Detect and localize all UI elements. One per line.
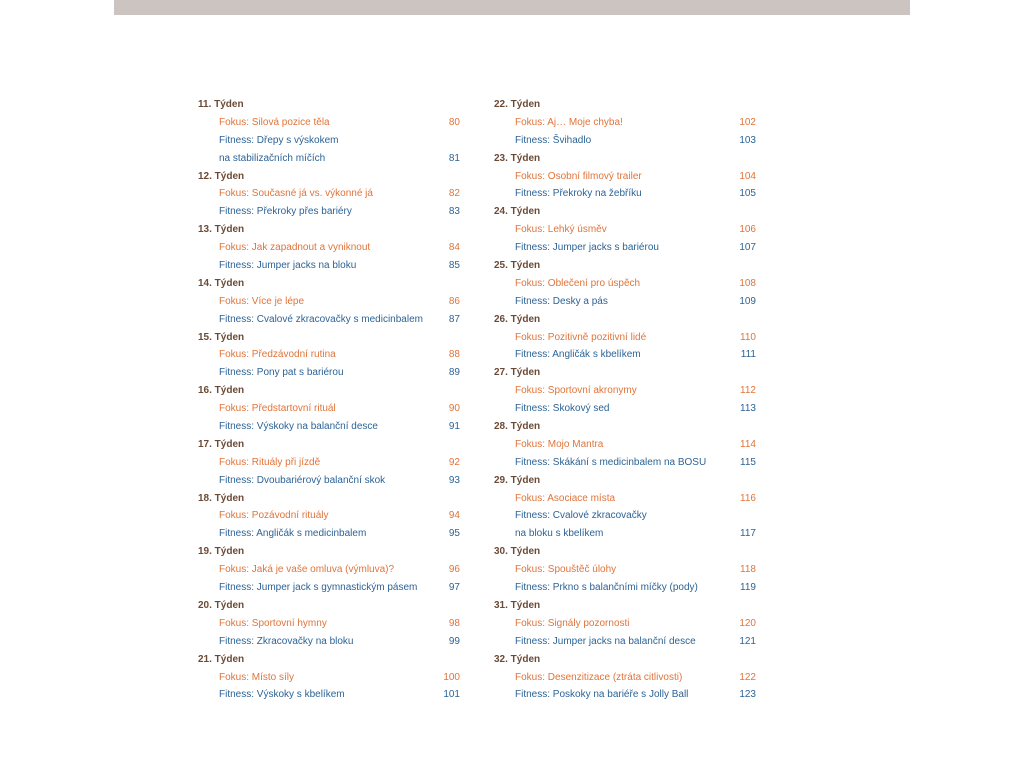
toc-week — [198, 436, 460, 490]
entry-title: Fitness: Poskoky na bariéře s Jolly Ball — [515, 689, 689, 701]
page-number: 105 — [739, 188, 756, 200]
entry-title: Fitness: Překroky na žebříku — [515, 188, 642, 200]
toc-entry-fitness[interactable] — [198, 203, 460, 221]
toc-week — [494, 543, 756, 597]
page-number: 112 — [740, 385, 756, 397]
toc-week — [494, 418, 756, 472]
toc-entry-fitness[interactable] — [494, 507, 756, 525]
page-number: 122 — [739, 671, 756, 683]
toc-entry-fitness[interactable] — [198, 257, 460, 275]
toc-entry-fokus[interactable] — [494, 221, 756, 239]
week-heading: 29. Týden — [494, 474, 541, 486]
week-heading: 24. Týden — [494, 206, 541, 218]
toc-entry-fitness[interactable] — [494, 686, 756, 704]
page-number: 89 — [448, 367, 460, 379]
toc-entry-fitness[interactable] — [494, 346, 756, 364]
toc-column-left — [198, 96, 460, 704]
toc-entry-fokus[interactable] — [198, 507, 460, 525]
page-number: 95 — [448, 528, 460, 540]
entry-title: Fokus: Rituály při jízdě — [219, 456, 321, 468]
toc-entry-fokus[interactable] — [494, 615, 756, 633]
entry-title: Fokus: Jak zapadnout a vyniknout — [219, 242, 371, 254]
toc-week — [198, 168, 460, 222]
page-number: 116 — [740, 492, 756, 504]
week-heading: 20. Týden — [198, 599, 245, 611]
week-heading: 27. Týden — [494, 367, 541, 379]
week-heading: 13. Týden — [198, 224, 245, 236]
toc-week — [494, 364, 756, 418]
week-heading: 22. Týden — [494, 99, 541, 110]
week-heading: 31. Týden — [494, 599, 541, 611]
week-heading: 30. Týden — [494, 546, 541, 558]
toc-entry-fokus[interactable] — [198, 454, 460, 472]
toc-entry-fokus[interactable] — [494, 436, 756, 454]
entry-title: Fokus: Předstartovní rituál — [219, 403, 336, 415]
week-heading: 12. Týden — [198, 170, 245, 182]
entry-title: Fokus: Aj… Moje chyba! — [515, 116, 623, 128]
page-number: 121 — [739, 635, 756, 647]
toc-week — [198, 490, 460, 544]
entry-title: Fitness: Jumper jacks na balanční desce — [515, 635, 696, 647]
week-heading: 17. Týden — [198, 438, 245, 450]
entry-title: Fokus: Předzávodní rutina — [219, 349, 336, 361]
entry-title: Fokus: Pozitivně pozitivní lidé — [515, 331, 647, 343]
entry-title: Fokus: Sportovní akronymy — [515, 385, 637, 397]
entry-title: Fokus: Silová pozice těla — [219, 116, 330, 128]
toc-entry-fitness[interactable] — [198, 525, 460, 543]
toc-entry-fokus[interactable] — [494, 382, 756, 400]
toc-entry-fitness[interactable] — [494, 132, 756, 150]
toc-entry-fokus[interactable] — [494, 168, 756, 186]
top-band — [114, 0, 910, 15]
toc-entry-fitness[interactable] — [198, 633, 460, 651]
toc-entry-fokus[interactable] — [198, 615, 460, 633]
page-number: 104 — [739, 170, 756, 182]
entry-title: Fitness: Dřepy s výskokem — [219, 134, 339, 146]
week-heading: 28. Týden — [494, 421, 541, 433]
toc-week — [494, 651, 756, 705]
page-number: 83 — [448, 206, 460, 218]
entry-title: Fitness: Jumper jacks s bariérou — [515, 242, 659, 254]
toc-week — [198, 221, 460, 275]
page-number: 85 — [448, 260, 460, 272]
page-number: 87 — [448, 313, 460, 325]
entry-title: Fitness: Desky a pás — [515, 295, 608, 307]
week-heading: 15. Týden — [198, 331, 245, 343]
toc-entry-fitness[interactable] — [494, 454, 756, 472]
page-number: 108 — [739, 277, 756, 289]
page-number: 118 — [740, 564, 756, 576]
entry-title: Fokus: Pozávodní rituály — [219, 510, 329, 522]
page-number: 82 — [448, 188, 460, 200]
page-number: 120 — [739, 617, 756, 629]
toc-entry-fitness[interactable] — [198, 686, 460, 704]
toc-entry-fokus[interactable] — [494, 669, 756, 687]
week-heading: 14. Týden — [198, 277, 245, 289]
toc-week — [494, 203, 756, 257]
toc-entry-fitness[interactable] — [198, 150, 460, 168]
entry-title: Fokus: Lehký úsměv — [515, 224, 607, 236]
toc-entry-fokus[interactable] — [198, 239, 460, 257]
toc-week — [494, 472, 756, 544]
toc-entry-fitness[interactable] — [494, 185, 756, 203]
toc-entry-fokus[interactable] — [494, 561, 756, 579]
toc-week — [198, 382, 460, 436]
entry-title: Fitness: Angličák s kbelíkem — [515, 349, 641, 361]
page-number: 81 — [448, 152, 460, 164]
toc-entry-fitness[interactable] — [198, 132, 460, 150]
toc-entry-fokus[interactable] — [494, 329, 756, 347]
toc-entry-fitness[interactable] — [494, 400, 756, 418]
toc-entry-fokus[interactable] — [198, 669, 460, 687]
toc-entry-fokus[interactable] — [494, 490, 756, 508]
page-number: 115 — [740, 456, 756, 468]
page-number: 102 — [739, 116, 756, 128]
toc-week — [198, 275, 460, 329]
entry-title: Fitness: Angličák s medicinbalem — [219, 528, 367, 540]
entry-title: Fokus: Osobní filmový trailer — [515, 170, 642, 182]
entry-title: Fitness: Cvalové zkracovačky s medicinbalem — [219, 313, 423, 325]
toc-week — [198, 651, 460, 705]
week-heading: 32. Týden — [494, 653, 541, 665]
entry-title: Fokus: Spouštěč úlohy — [515, 564, 617, 576]
toc-entry-fokus[interactable] — [494, 275, 756, 293]
entry-title: Fitness: Jumper jacks na bloku — [219, 260, 357, 272]
toc-entry-fitness[interactable] — [494, 633, 756, 651]
page-number: 103 — [739, 134, 756, 146]
toc-week — [198, 543, 460, 597]
toc-entry-fitness[interactable] — [198, 364, 460, 382]
page-number: 98 — [448, 617, 460, 629]
entry-title: Fitness: Výskoky s kbelíkem — [219, 689, 345, 701]
page-number: 110 — [740, 331, 756, 343]
entry-title: Fokus: Jaká je vaše omluva (výmluva)? — [219, 564, 395, 576]
entry-title: Fokus: Signály pozornosti — [515, 617, 630, 629]
toc-week — [494, 257, 756, 311]
toc-entry-fokus[interactable] — [494, 114, 756, 132]
toc-entry-fitness[interactable] — [198, 418, 460, 436]
page-number: 111 — [740, 349, 756, 361]
page-number: 96 — [448, 564, 460, 576]
page-number: 91 — [448, 421, 460, 433]
page-number: 92 — [448, 456, 460, 468]
week-heading: 11. Týden — [198, 99, 244, 110]
page-number: 94 — [448, 510, 460, 522]
page-number: 101 — [443, 689, 460, 701]
toc-entry-fokus[interactable] — [198, 293, 460, 311]
entry-title: Fitness: Skokový sed — [515, 403, 610, 415]
toc-entry-fokus[interactable] — [198, 400, 460, 418]
page-number: 117 — [740, 528, 756, 540]
page-number: 113 — [740, 403, 756, 415]
page-number: 93 — [448, 474, 460, 486]
page-number: 107 — [739, 242, 756, 254]
page-number: 109 — [739, 295, 756, 307]
toc-column-right — [494, 96, 756, 704]
toc-entry-fitness[interactable] — [494, 579, 756, 597]
toc-entry-fokus[interactable] — [198, 561, 460, 579]
page-number: 100 — [443, 671, 460, 683]
entry-title: Fokus: Oblečení pro úspěch — [515, 277, 641, 289]
toc-entry-fokus[interactable] — [198, 114, 460, 132]
toc-week — [198, 96, 460, 168]
page-number: 106 — [739, 224, 756, 236]
entry-title: Fokus: Mojo Mantra — [515, 438, 604, 450]
week-heading: 25. Týden — [494, 260, 541, 272]
toc-entry-fitness[interactable] — [198, 472, 460, 490]
entry-title: Fokus: Více je lépe — [219, 295, 305, 307]
toc-entry-fitness[interactable] — [198, 579, 460, 597]
page-number: 99 — [448, 635, 460, 647]
toc-week — [494, 150, 756, 204]
toc-week — [198, 329, 460, 383]
page-number: 90 — [448, 403, 460, 415]
entry-title: na bloku s kbelíkem — [515, 528, 604, 540]
entry-title: Fitness: Pony pat s bariérou — [219, 367, 344, 379]
entry-title: Fitness: Jumper jack s gymnastickým pásem — [219, 582, 418, 594]
toc-week — [198, 597, 460, 651]
toc-week — [494, 597, 756, 651]
entry-title: Fokus: Sportovní hymny — [219, 617, 327, 629]
entry-title: Fitness: Zkracovačky na bloku — [219, 635, 354, 647]
entry-title: na stabilizačních míčích — [219, 152, 326, 164]
entry-title: Fitness: Výskoky na balanční desce — [219, 421, 378, 433]
toc-entry-fokus[interactable] — [198, 185, 460, 203]
entry-title: Fitness: Švihadlo — [515, 134, 592, 146]
entry-title: Fokus: Místo síly — [219, 671, 295, 683]
page-number: 86 — [448, 295, 460, 307]
week-heading: 26. Týden — [494, 313, 541, 325]
entry-title: Fokus: Současné já vs. výkonné já — [219, 188, 373, 200]
week-heading: 18. Týden — [198, 492, 245, 504]
page-number: 97 — [448, 582, 460, 594]
week-heading: 23. Týden — [494, 152, 541, 164]
entry-title: Fokus: Asociace místa — [515, 492, 616, 504]
toc-entry-fitness[interactable] — [494, 293, 756, 311]
week-heading: 16. Týden — [198, 385, 245, 397]
entry-title: Fitness: Skákání s medicinbalem na BOSU — [515, 456, 707, 468]
week-heading: 19. Týden — [198, 546, 245, 558]
week-heading: 21. Týden — [198, 653, 245, 665]
page-number: 80 — [448, 116, 460, 128]
entry-title: Fokus: Desenzitizace (ztráta citlivosti) — [515, 671, 683, 683]
toc-entry-fitness[interactable] — [494, 525, 756, 543]
page-number: 123 — [739, 689, 756, 701]
entry-title: Fitness: Dvoubariérový balanční skok — [219, 474, 386, 486]
toc-entry-fitness[interactable] — [198, 311, 460, 329]
toc-week — [494, 311, 756, 365]
toc-entry-fitness[interactable] — [494, 239, 756, 257]
page-number: 84 — [448, 242, 460, 254]
entry-title: Fitness: Překroky přes bariéry — [219, 206, 352, 218]
entry-title: Fitness: Cvalové zkracovačky — [515, 510, 647, 522]
page-number: 88 — [448, 349, 460, 361]
page-number: 114 — [740, 438, 756, 450]
entry-title: Fitness: Prkno s balančními míčky (pody) — [515, 582, 698, 594]
toc-week — [494, 96, 756, 150]
page-number: 119 — [740, 582, 756, 594]
toc-entry-fokus[interactable] — [198, 346, 460, 364]
